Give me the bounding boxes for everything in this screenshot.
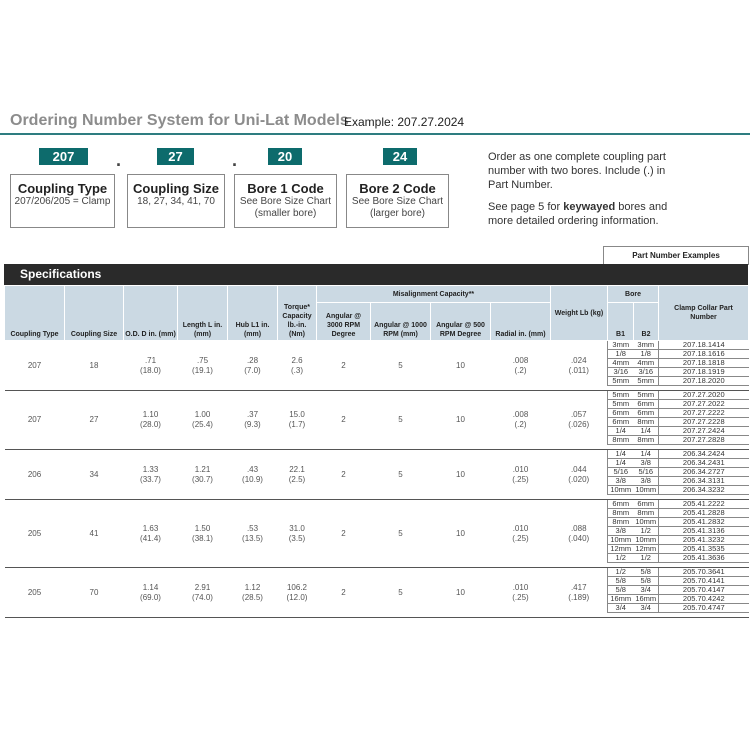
- bore-b2-cell: 5/16: [634, 468, 659, 477]
- coupling-type-box: [10, 174, 115, 228]
- part-number-cell: 207.18.1919: [659, 368, 749, 377]
- spec-cell-od: [124, 500, 178, 568]
- part-number-cell: 205.41.2222: [659, 500, 749, 509]
- bore-b2-cell: 12mm: [634, 545, 659, 554]
- code-tag-bore2: 24: [383, 148, 417, 165]
- bore-b2-cell: 1/4: [634, 450, 659, 459]
- bore-b1-cell: 5mm: [608, 377, 634, 386]
- spec-cell-radial: [491, 568, 551, 618]
- part-number-examples-label: Part Number Examples: [603, 246, 749, 265]
- specifications-table: [4, 285, 749, 618]
- spec-cell-type: [5, 391, 65, 450]
- spec-metric-hub: (9.3): [244, 420, 261, 429]
- spec-metric-radial: (.2): [514, 420, 527, 429]
- spec-value-torque: 22.1: [289, 464, 305, 474]
- coupling-size-box: [127, 174, 225, 228]
- spec-metric-torque: (1.7): [288, 420, 306, 429]
- part-number-cell: 207.18.2020: [659, 377, 749, 386]
- bore-b1-cell: 16mm: [608, 595, 634, 604]
- spec-value-type: 205: [27, 587, 42, 597]
- bore-b2-cell: 1/2: [634, 527, 659, 536]
- bore-b1-cell: 1/2: [608, 554, 634, 563]
- keyway-note: [488, 200, 668, 228]
- spec-cell-a3000: [317, 341, 371, 391]
- spec-value-od: 1.63: [142, 523, 159, 533]
- bore-b2-cell: 10mm: [634, 486, 659, 495]
- bore2-box: [346, 174, 449, 228]
- bore-b1-cell: 5mm: [608, 391, 634, 400]
- spec-metric-length: (30.7): [192, 474, 213, 484]
- spec-cell-torque: [278, 500, 317, 568]
- spec-value-hub: .28: [246, 355, 259, 365]
- spec-cell-torque: [278, 450, 317, 500]
- col-length: Length L in. (mm): [178, 286, 228, 341]
- spec-metric-torque: (2.5): [288, 474, 306, 484]
- spec-metric-od: (18.0): [140, 365, 161, 375]
- bore-b2-cell: 3mm: [634, 341, 659, 350]
- spec-cell-a1000: [371, 391, 431, 450]
- spec-value-length: 2.91: [194, 582, 211, 592]
- spec-cell-a500: [431, 500, 491, 568]
- table-row: [5, 568, 749, 577]
- spec-cell-a500: [431, 568, 491, 618]
- spec-cell-weight: [551, 568, 608, 618]
- bore-b1-cell: 3mm: [608, 341, 634, 350]
- bore1-sub: (smaller bore): [254, 208, 317, 219]
- spec-cell-size: [65, 391, 124, 450]
- spec-cell-type: [5, 450, 65, 500]
- spec-cell-a3000: [317, 568, 371, 618]
- table-row: [5, 341, 749, 350]
- spec-value-a3000: 2: [341, 360, 346, 370]
- spec-cell-a3000: [317, 500, 371, 568]
- spec-value-a1000: 5: [398, 415, 403, 424]
- bore-b2-cell: 5mm: [634, 377, 659, 386]
- spec-value-weight: .057: [570, 410, 587, 419]
- bore-b1-cell: 1/8: [608, 350, 634, 359]
- spec-cell-weight: [551, 500, 608, 568]
- spec-metric-torque: (3.5): [288, 533, 306, 543]
- bore-b1-cell: 6mm: [608, 418, 634, 427]
- spec-metric-weight: (.040): [568, 533, 590, 543]
- col-angular-500: Angular @ 500 RPM Degree: [431, 303, 491, 341]
- col-b2: B2: [634, 303, 659, 341]
- spec-metric-hub: (10.9): [242, 474, 263, 484]
- spec-cell-radial: [491, 500, 551, 568]
- spec-metric-weight: (.189): [568, 592, 590, 602]
- bore1-box: [234, 174, 337, 228]
- coupling-size-heading: Coupling Size: [133, 181, 219, 196]
- part-number-cell: 206.34.3232: [659, 486, 749, 495]
- bore-b1-cell: 1/4: [608, 450, 634, 459]
- spec-cell-hub: [228, 391, 278, 450]
- bore-b2-cell: 4mm: [634, 359, 659, 368]
- bore-b2-cell: 5mm: [634, 391, 659, 400]
- spec-cell-a1000: [371, 500, 431, 568]
- part-number-cell: 205.41.3232: [659, 536, 749, 545]
- col-torque: Torque* Capacity lb.-in. (Nm): [278, 286, 317, 341]
- spec-cell-weight: [551, 341, 608, 391]
- col-coupling-size: Coupling Size: [65, 286, 124, 341]
- spec-value-radial: .010: [512, 523, 529, 533]
- spec-value-length: 1.00: [194, 410, 211, 419]
- spec-cell-length: [178, 500, 228, 568]
- spec-value-size: 41: [89, 528, 99, 538]
- spec-cell-a500: [431, 450, 491, 500]
- spec-value-hub: .37: [246, 410, 259, 419]
- spec-value-a500: 10: [456, 469, 465, 479]
- spec-cell-hub: [228, 450, 278, 500]
- spec-value-a500: 10: [456, 415, 465, 424]
- spec-metric-torque: (.3): [291, 365, 303, 375]
- spec-value-torque: 2.6: [291, 355, 303, 365]
- spec-value-type: 205: [27, 528, 42, 538]
- part-number-cell: 205.70.3641: [659, 568, 749, 577]
- spec-value-a1000: 5: [398, 469, 403, 479]
- spec-value-size: 34: [89, 469, 99, 479]
- part-number-cell: 207.27.2424: [659, 427, 749, 436]
- spec-metric-od: (33.7): [140, 474, 161, 484]
- separator-dot: .: [116, 150, 122, 170]
- spec-value-size: 18: [89, 360, 99, 370]
- bore2-sub: (larger bore): [369, 208, 426, 219]
- spec-cell-size: [65, 341, 124, 391]
- spec-value-length: 1.21: [194, 464, 211, 474]
- spec-cell-hub: [228, 341, 278, 391]
- spec-metric-od: (41.4): [140, 533, 161, 543]
- part-number-cell: 207.18.1414: [659, 341, 749, 350]
- bore-b1-cell: 5/8: [608, 577, 634, 586]
- coupling-type-heading: Coupling Type: [17, 181, 108, 196]
- spec-cell-torque: [278, 568, 317, 618]
- code-tag-bore1: 20: [268, 148, 302, 165]
- bore-b1-cell: 8mm: [608, 436, 634, 445]
- part-number-cell: 205.70.4147: [659, 586, 749, 595]
- spec-value-radial: .008: [512, 355, 529, 365]
- bore2-heading: Bore 2 Code: [359, 181, 436, 196]
- spec-value-torque: 31.0: [289, 523, 305, 533]
- part-number-cell: 205.41.3136: [659, 527, 749, 536]
- part-number-cell: 205.41.2828: [659, 509, 749, 518]
- bore-b2-cell: 3/4: [634, 586, 659, 595]
- spec-value-weight: .088: [570, 523, 587, 533]
- spec-value-od: 1.10: [142, 410, 159, 419]
- bore-b1-cell: 6mm: [608, 409, 634, 418]
- bore-b1-cell: 5/8: [608, 586, 634, 595]
- bore-b1-cell: 10mm: [608, 536, 634, 545]
- spec-metric-radial: (.25): [512, 592, 529, 602]
- bore-b1-cell: 1/4: [608, 459, 634, 468]
- bore-b2-cell: 10mm: [634, 536, 659, 545]
- part-number-cell: 207.27.2228: [659, 418, 749, 427]
- spec-metric-od: (69.0): [140, 592, 161, 602]
- part-number-cell: 205.41.3636: [659, 554, 749, 563]
- part-number-cell: 207.27.2022: [659, 400, 749, 409]
- col-part-number: Clamp Collar Part Number: [659, 286, 749, 341]
- group-spacer-cell: [608, 613, 749, 618]
- spec-metric-od: (28.0): [140, 420, 161, 429]
- part-number-cell: 206.34.2431: [659, 459, 749, 468]
- spec-cell-a500: [431, 341, 491, 391]
- part-number-cell: 206.34.3131: [659, 477, 749, 486]
- spec-cell-torque: [278, 341, 317, 391]
- spec-metric-torque: (12.0): [286, 592, 308, 602]
- col-misalignment: Misalignment Capacity**: [317, 286, 551, 303]
- specifications-label: Specifications: [20, 267, 102, 281]
- spec-value-weight: .044: [570, 464, 587, 474]
- spec-value-type: 207: [27, 360, 42, 370]
- spec-value-torque: 15.0: [289, 410, 305, 419]
- example-text: Example: 207.27.2024: [344, 115, 465, 129]
- spec-cell-type: [5, 500, 65, 568]
- order-note: Order as one complete coupling part number with two bores. Include (.) in Part Number.: [488, 151, 666, 191]
- spec-cell-type: [5, 341, 65, 391]
- part-number-cell: 207.27.2222: [659, 409, 749, 418]
- spec-cell-weight: [551, 391, 608, 450]
- bore-b1-cell: 8mm: [608, 509, 634, 518]
- spec-value-a3000: 2: [341, 528, 346, 538]
- spec-metric-radial: (.25): [512, 474, 529, 484]
- keyway-note-pre: See page 5 for: [488, 201, 564, 213]
- coupling-type-desc: 207/206/205 = Clamp: [14, 196, 111, 207]
- keyway-note-bold: keywayed: [563, 201, 616, 213]
- spec-value-weight: .024: [570, 355, 587, 365]
- bore-b2-cell: 1/4: [634, 427, 659, 436]
- bore-b1-cell: 3/8: [608, 477, 634, 486]
- spec-value-a1000: 5: [398, 360, 403, 370]
- spec-cell-length: [178, 568, 228, 618]
- part-number-cell: 207.27.2828: [659, 436, 749, 445]
- spec-cell-a1000: [371, 568, 431, 618]
- part-number-cell: 207.27.2020: [659, 391, 749, 400]
- bore-b2-cell: 6mm: [634, 400, 659, 409]
- bore-b2-cell: 5/8: [634, 568, 659, 577]
- spec-value-a3000: 2: [341, 415, 346, 424]
- spec-value-hub: .53: [246, 523, 259, 533]
- spec-value-a500: 10: [456, 360, 465, 370]
- bore-b2-cell: 16mm: [634, 595, 659, 604]
- bore-b1-cell: 1/2: [608, 568, 634, 577]
- title-divider: [0, 133, 750, 135]
- spec-cell-a500: [431, 391, 491, 450]
- bore-b1-cell: 6mm: [608, 500, 634, 509]
- code-tag-size: 27: [157, 148, 194, 165]
- spec-metric-hub: (28.5): [242, 592, 263, 602]
- bore-b1-cell: 4mm: [608, 359, 634, 368]
- bore-b2-cell: 6mm: [634, 409, 659, 418]
- spec-cell-a3000: [317, 391, 371, 450]
- spec-value-hub: .43: [246, 464, 259, 474]
- separator-dot: .: [232, 150, 238, 170]
- col-hub: Hub L1 in. (mm): [228, 286, 278, 341]
- spec-value-a500: 10: [456, 528, 465, 538]
- keyway-note-post: bores and more detailed ordering information.: [488, 201, 668, 227]
- page-title: Ordering Number System for Uni-Lat Models: [10, 112, 349, 129]
- spec-cell-od: [124, 341, 178, 391]
- part-number-cell: 205.70.4141: [659, 577, 749, 586]
- code-tag-type: 207: [39, 148, 88, 165]
- bore-b2-cell: 8mm: [634, 509, 659, 518]
- part-number-cell: 205.41.3535: [659, 545, 749, 554]
- bore-b2-cell: 6mm: [634, 500, 659, 509]
- col-weight: Weight Lb (kg): [551, 286, 608, 341]
- spec-value-od: 1.14: [142, 582, 159, 592]
- spec-value-size: 70: [89, 587, 99, 597]
- bore-b1-cell: 3/4: [608, 604, 634, 613]
- spec-value-type: 207: [27, 415, 42, 424]
- bore-b1-cell: 10mm: [608, 486, 634, 495]
- title-row: [10, 112, 750, 134]
- spec-cell-size: [65, 568, 124, 618]
- spec-cell-radial: [491, 450, 551, 500]
- bore-b1-cell: 5/16: [608, 468, 634, 477]
- bore1-heading: Bore 1 Code: [247, 181, 324, 196]
- spec-cell-od: [124, 568, 178, 618]
- spec-cell-size: [65, 450, 124, 500]
- part-number-cell: 207.18.1818: [659, 359, 749, 368]
- part-number-cell: 205.70.4242: [659, 595, 749, 604]
- spec-cell-a1000: [371, 450, 431, 500]
- spec-value-radial: .010: [512, 582, 529, 592]
- spec-value-a1000: 5: [398, 587, 403, 597]
- bore-b1-cell: 3/16: [608, 368, 634, 377]
- table-row: [5, 450, 749, 459]
- part-number-cell: 205.70.4747: [659, 604, 749, 613]
- spec-metric-hub: (7.0): [244, 365, 261, 375]
- spec-value-weight: .417: [570, 582, 587, 592]
- col-od: O.D. D in. (mm): [124, 286, 178, 341]
- bore-b2-cell: 1/2: [634, 554, 659, 563]
- spec-metric-weight: (.026): [568, 420, 590, 429]
- bore-b2-cell: 3/16: [634, 368, 659, 377]
- col-angular-3000: Angular @ 3000 RPM Degree: [317, 303, 371, 341]
- col-radial: Radial in. (mm): [491, 303, 551, 341]
- bore-b2-cell: 1/8: [634, 350, 659, 359]
- spec-value-type: 206: [27, 469, 42, 479]
- spec-metric-length: (19.1): [192, 365, 213, 375]
- spec-cell-radial: [491, 391, 551, 450]
- spec-value-length: 1.50: [194, 523, 211, 533]
- spec-value-a500: 10: [456, 587, 465, 597]
- spec-value-torque: 106.2: [286, 582, 308, 592]
- part-number-cell: 206.34.2727: [659, 468, 749, 477]
- spec-cell-length: [178, 391, 228, 450]
- spec-cell-size: [65, 500, 124, 568]
- spec-cell-od: [124, 450, 178, 500]
- spec-value-radial: .008: [512, 410, 529, 419]
- spec-metric-length: (25.4): [192, 420, 213, 429]
- bore-b1-cell: 12mm: [608, 545, 634, 554]
- bore-b1-cell: 8mm: [608, 518, 634, 527]
- spec-metric-weight: (.020): [568, 474, 590, 484]
- spec-value-a3000: 2: [341, 469, 346, 479]
- spec-cell-a3000: [317, 450, 371, 500]
- spec-cell-od: [124, 391, 178, 450]
- bore-b2-cell: 8mm: [634, 418, 659, 427]
- bore-b2-cell: 10mm: [634, 518, 659, 527]
- spec-metric-radial: (.25): [512, 533, 529, 543]
- spec-cell-torque: [278, 391, 317, 450]
- part-number-cell: 206.34.2424: [659, 450, 749, 459]
- spec-value-hub: 1.12: [244, 582, 261, 592]
- spec-cell-a1000: [371, 341, 431, 391]
- spec-cell-length: [178, 341, 228, 391]
- spec-value-od: .71: [144, 355, 157, 365]
- bore-b1-cell: 5mm: [608, 400, 634, 409]
- spec-metric-weight: (.011): [568, 365, 589, 375]
- specifications-body: [5, 341, 749, 618]
- col-bore: Bore: [608, 286, 659, 303]
- bore-b2-cell: 3/8: [634, 477, 659, 486]
- bore-b2-cell: 5/8: [634, 577, 659, 586]
- spec-cell-length: [178, 450, 228, 500]
- spec-value-a3000: 2: [341, 587, 346, 597]
- part-number-cell: 205.41.2832: [659, 518, 749, 527]
- spec-value-radial: .010: [512, 464, 529, 474]
- bore1-desc: See Bore Size Chart: [239, 196, 332, 207]
- bore-b1-cell: 1/4: [608, 427, 634, 436]
- spec-value-od: 1.33: [142, 464, 159, 474]
- bore2-desc: See Bore Size Chart: [351, 196, 444, 207]
- col-angular-1000: Angular @ 1000 RPM (mm): [371, 303, 431, 341]
- spec-metric-length: (74.0): [192, 592, 213, 602]
- spec-metric-length: (38.1): [192, 533, 213, 543]
- spec-metric-hub: (13.5): [242, 533, 263, 543]
- spec-cell-weight: [551, 450, 608, 500]
- spec-value-size: 27: [89, 415, 99, 424]
- bore-b2-cell: 8mm: [634, 436, 659, 445]
- col-coupling-type: Coupling Type: [5, 286, 65, 341]
- part-number-cell: 207.18.1616: [659, 350, 749, 359]
- bore-b2-cell: 3/4: [634, 604, 659, 613]
- spec-cell-hub: [228, 568, 278, 618]
- spec-cell-type: [5, 568, 65, 618]
- specifications-bar: [4, 264, 748, 285]
- coupling-size-desc: 18, 27, 34, 41, 70: [137, 196, 215, 207]
- bore-b2-cell: 3/8: [634, 459, 659, 468]
- bore-b1-cell: 3/8: [608, 527, 634, 536]
- spec-metric-radial: (.2): [514, 365, 527, 375]
- spec-cell-hub: [228, 500, 278, 568]
- spec-value-length: .75: [196, 355, 209, 365]
- spec-cell-radial: [491, 341, 551, 391]
- spec-value-a1000: 5: [398, 528, 403, 538]
- col-b1: B1: [608, 303, 634, 341]
